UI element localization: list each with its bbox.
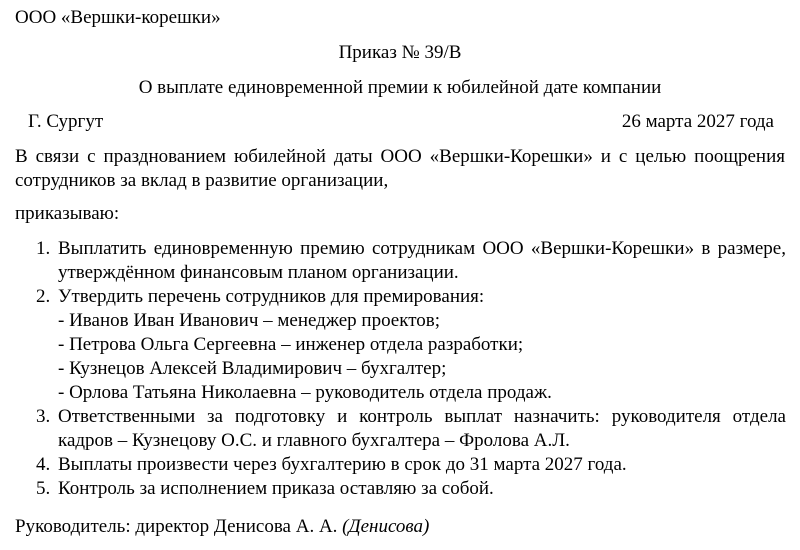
order-date: 26 марта 2027 года bbox=[621, 111, 774, 132]
order-subject: О выплате единовременной премии к юбилейной дате компании bbox=[138, 77, 662, 98]
list-item-number: 3. bbox=[36, 406, 51, 427]
list-item-text: Контроль за исполнением приказа оставляю за собой. bbox=[58, 478, 494, 499]
order-place: Г. Сургут bbox=[28, 111, 104, 132]
order-word: приказываю: bbox=[15, 203, 120, 224]
list-item-text: Выплатить единовременную премию сотрудникам ООО «Вершки-Корешки» в размере, утверждённом финансовым планом организации. bbox=[58, 238, 786, 283]
list-item bbox=[36, 237, 786, 285]
list-item-number: 2. bbox=[36, 286, 51, 307]
signature-label: Руководитель: директор Денисова А. А. bbox=[15, 516, 338, 537]
list-item bbox=[36, 405, 786, 453]
list-item-text: Выплаты произвести через бухгалтерию в срок до 31 марта 2027 года. bbox=[58, 454, 627, 475]
employee-entry: - Иванов Иван Иванович – менеджер проектов; bbox=[58, 310, 441, 331]
signature-line bbox=[15, 515, 429, 539]
order-items-list bbox=[36, 237, 786, 501]
list-item-text: Ответственными за подготовку и контроль выплат назначить: руководителя отдела кадров – Кузнецову О.С. и главного бухгалтера – Фролова А.Л. bbox=[58, 406, 786, 451]
list-item bbox=[36, 477, 786, 501]
order-title: Приказ № 39/В bbox=[338, 42, 462, 63]
employee-entry: - Кузнецов Алексей Владимирович – бухгалтер; bbox=[58, 358, 447, 379]
intro-paragraph: В связи с празднованием юбилейной даты ООО «Вершки-Корешки» и с целью поощрения сотрудников за вклад в развитие организации, bbox=[15, 146, 785, 191]
list-item bbox=[36, 285, 786, 405]
list-item-number: 5. bbox=[36, 478, 51, 499]
employee-entry: - Орлова Татьяна Николаевна – руководитель отдела продаж. bbox=[58, 382, 552, 403]
list-item bbox=[36, 453, 786, 477]
list-item-text: Утвердить перечень сотрудников для премирования: bbox=[58, 286, 485, 307]
list-item-number: 1. bbox=[36, 238, 51, 259]
signature-name: (Денисова) bbox=[342, 516, 430, 537]
employee-entry: - Петрова Ольга Сергеевна – инженер отдела разработки; bbox=[58, 334, 524, 355]
list-item-number: 4. bbox=[36, 454, 51, 475]
company-name: ООО «Вершки-корешки» bbox=[15, 7, 221, 28]
